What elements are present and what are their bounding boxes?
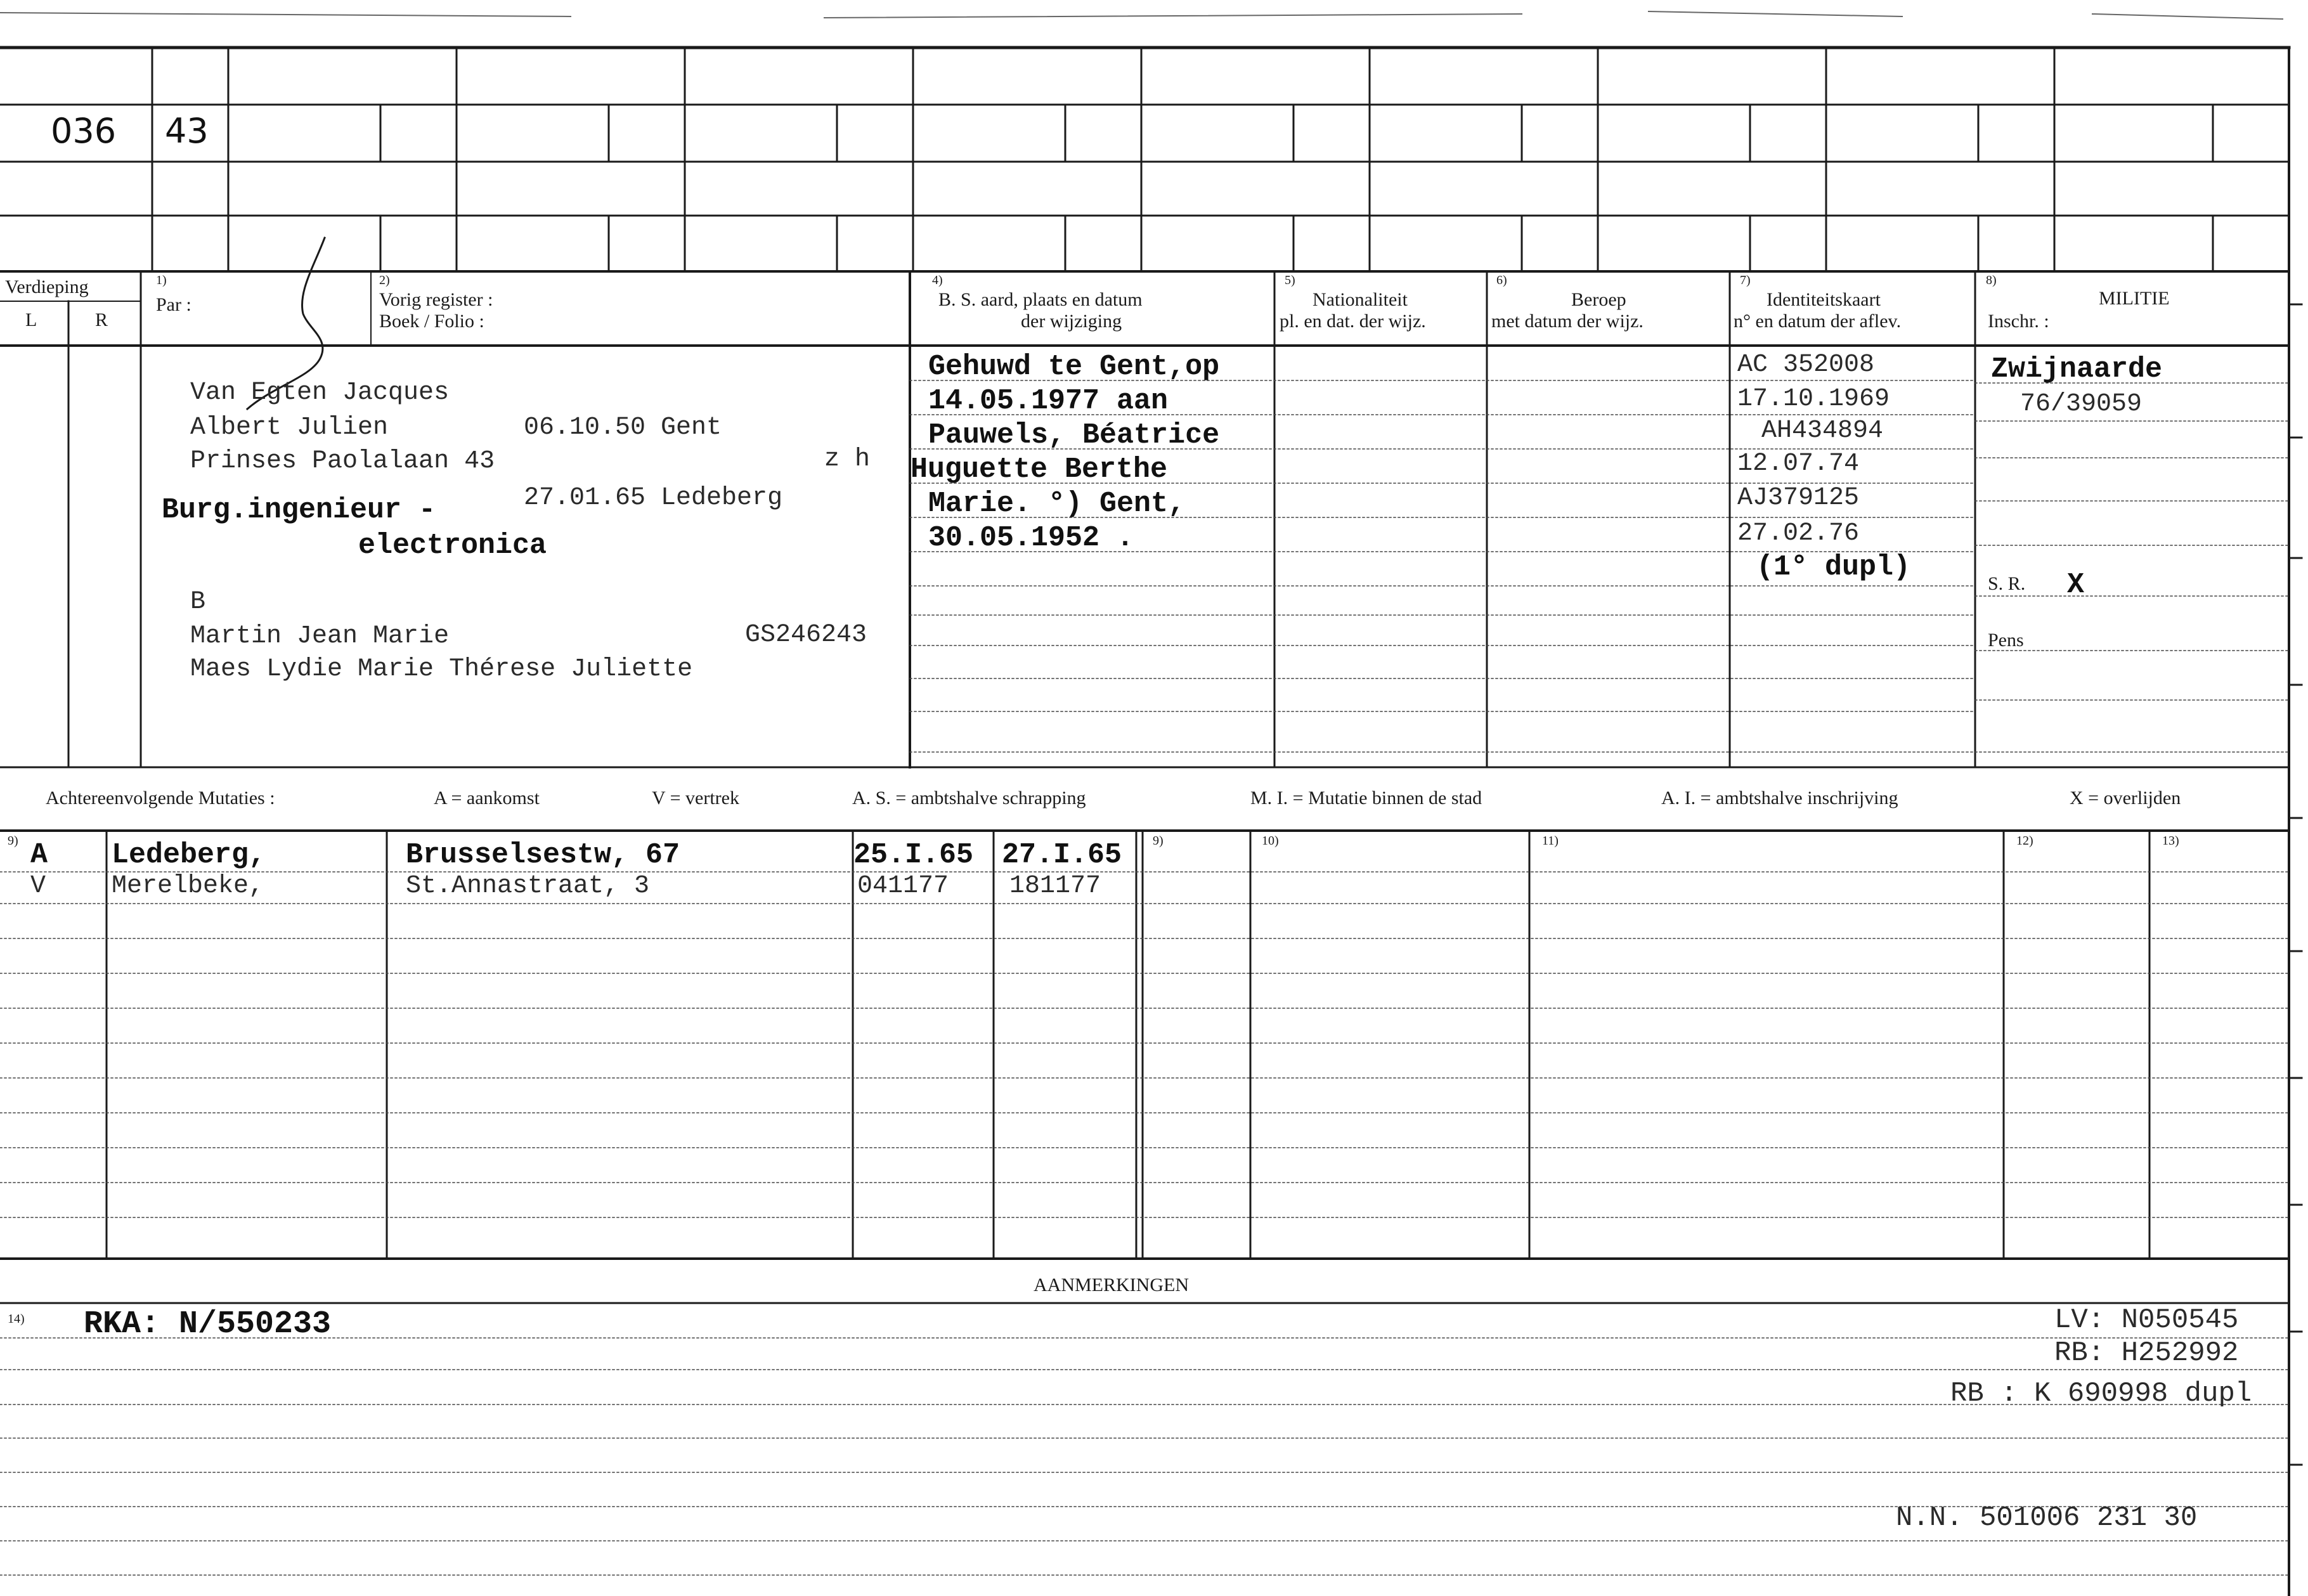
mutation-place: Merelbeke,	[112, 872, 264, 900]
header-bs-line1: B. S. aard, plaats en datum	[938, 289, 1143, 310]
person-name-line1: Van Egten Jacques	[190, 379, 450, 407]
legend-death: X = overlijden	[2070, 788, 2181, 808]
person-b: B	[190, 588, 206, 616]
header-number-2: 2)	[379, 273, 390, 287]
person-birth: 06.10.50 Gent	[524, 413, 722, 442]
header-par: Par :	[156, 294, 191, 315]
mutation-street: Brusselsestw, 67	[406, 839, 680, 871]
header-identiteitskaart-sub: n° en datum der aflev.	[1734, 311, 1902, 332]
legend-official-removal: A. S. = ambtshalve schrapping	[852, 788, 1086, 808]
person-mother: Maes Lydie Marie Thérese Juliette	[190, 655, 693, 684]
legend-official-registration: A. I. = ambtshalve inschrijving	[1661, 788, 1898, 808]
militia-sr-value: X	[2067, 569, 2085, 601]
person-profession-line1: Burg.ingenieur -	[162, 494, 436, 526]
militia-sr-label: S. R.	[1988, 573, 2026, 594]
header-beroep: Beroep	[1571, 289, 1626, 310]
person-doc-number: GS246243	[745, 621, 867, 649]
id-card-line: AH434894	[1761, 417, 1884, 445]
header-beroep-sub: met datum der wijz.	[1491, 311, 1643, 332]
header-number-7: 7)	[1740, 273, 1751, 287]
civil-status-line: Marie. °) Gent,	[928, 488, 1186, 520]
id-card-line: 12.07.74	[1737, 450, 1860, 478]
remarks-rka: RKA: N/550233	[84, 1306, 332, 1342]
militia-place: Zwijnaarde	[1991, 353, 2163, 386]
header-nationaliteit-sub: pl. en dat. der wijz.	[1280, 311, 1426, 332]
mutation-street: St.Annastraat, 3	[406, 872, 650, 900]
legend-departure: V = vertrek	[652, 788, 739, 808]
legend-arrival: A = aankomst	[434, 788, 540, 808]
header-inschr: Inschr. :	[1988, 311, 2049, 332]
mutation-place: Ledeberg,	[112, 839, 266, 871]
header-r: R	[95, 309, 108, 330]
top-grid-number-2: 43	[165, 111, 209, 151]
civil-status-line: 30.05.1952 .	[928, 522, 1134, 554]
header-number-5: 5)	[1285, 273, 1295, 287]
header-militie: MILITIE	[2099, 288, 2170, 309]
remarks-title: AANMERKINGEN	[1034, 1275, 1189, 1295]
mutation-date-2: 27.I.65	[1002, 839, 1122, 871]
header-number-4: 4)	[932, 273, 943, 287]
mutation-date-2: 181177	[1009, 872, 1101, 900]
header-nationaliteit: Nationaliteit	[1313, 289, 1408, 310]
person-date-ledeberg: 27.01.65 Ledeberg	[524, 484, 783, 512]
id-card-line: AJ379125	[1737, 484, 1860, 512]
header-number-6: 6)	[1496, 273, 1507, 287]
remarks-nn: N.N. 501006 231 30	[1896, 1502, 2198, 1534]
person-father: Martin Jean Marie	[190, 622, 450, 651]
legend-title: Achtereenvolgende Mutaties :	[46, 788, 275, 808]
militia-pens-label: Pens	[1988, 630, 2024, 651]
id-card-line: 17.10.1969	[1737, 385, 1890, 413]
id-card-line: (1° dupl)	[1756, 551, 1911, 583]
mutation-code: V	[30, 872, 46, 900]
militia-number: 76/39059	[2020, 390, 2143, 418]
header-verdieping: Verdieping	[5, 276, 89, 297]
civil-status-line: Huguette Berthe	[911, 453, 1168, 486]
mutation-code: A	[30, 839, 48, 871]
mutation-col-number-10: 10)	[1262, 834, 1279, 848]
id-card-line: 27.02.76	[1737, 519, 1860, 548]
person-status-code: z h	[824, 445, 871, 474]
header-number-1: 1)	[156, 273, 167, 287]
person-profession-line2: electronica	[358, 529, 547, 562]
person-address: Prinses Paolalaan 43	[190, 447, 495, 476]
remarks-rb-2: RB : K 690998 dupl	[1950, 1378, 2252, 1410]
civil-status-line: Gehuwd te Gent,op	[928, 351, 1220, 383]
header-number-8: 8)	[1986, 273, 1997, 287]
header-identiteitskaart: Identiteitskaart	[1767, 289, 1881, 310]
civil-status-line: Pauwels, Béatrice	[928, 419, 1220, 451]
remarks-lv: LV: N050545	[2054, 1304, 2239, 1336]
header-boek-folio: Boek / Folio :	[379, 311, 484, 332]
remarks-rb-1: RB: H252992	[2054, 1337, 2239, 1369]
id-card-line: AC 352008	[1737, 351, 1875, 379]
top-grid-number-1: 036	[51, 111, 117, 151]
header-bs-line2: der wijziging	[1021, 311, 1122, 332]
remarks-number-14: 14)	[8, 1312, 25, 1326]
mutation-date-1: 25.I.65	[853, 839, 974, 871]
civil-status-line: 14.05.1977 aan	[928, 385, 1169, 417]
legend-internal-move: M. I. = Mutatie binnen de stad	[1250, 788, 1482, 808]
header-l: L	[25, 309, 37, 330]
mutation-date-1: 041177	[857, 872, 949, 900]
person-name-line2: Albert Julien	[190, 413, 389, 442]
header-vorig-register: Vorig register :	[379, 289, 493, 310]
mutation-col-number-11: 11)	[1542, 834, 1559, 848]
mutation-col-number-9b: 9)	[1153, 834, 1164, 848]
mutation-col-number-13: 13)	[2162, 834, 2179, 848]
mutation-col-number-9: 9)	[8, 834, 18, 848]
mutation-col-number-12: 12)	[2016, 834, 2033, 848]
